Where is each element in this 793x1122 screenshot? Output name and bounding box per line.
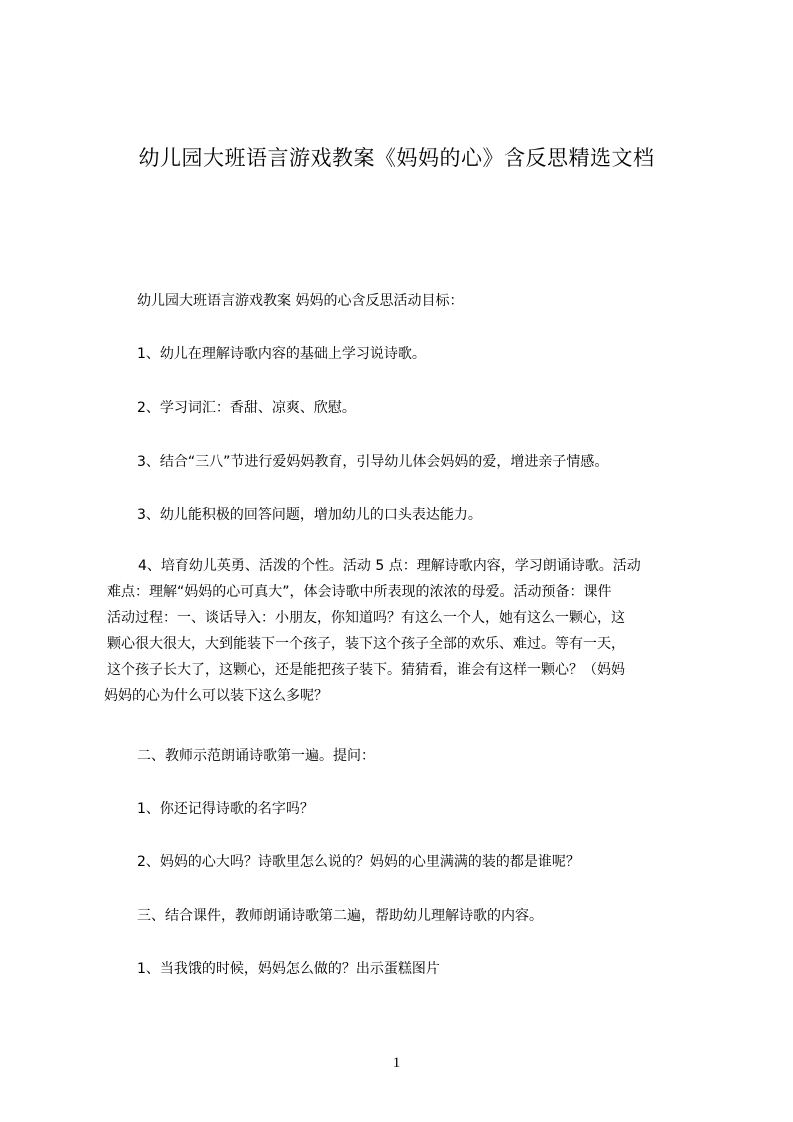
goal-2: 2、学习词汇：香甜、凉爽、欣慰。 — [137, 400, 356, 416]
paragraph-line: 4、培育幼儿英勇、活泼的个性。活动 5 点：理解诗歌内容，学习朗诵诗歌。活动 — [138, 558, 641, 574]
document-title: 幼儿园大班语言游戏教案《妈妈的心》含反思精选文档 — [138, 146, 655, 170]
intro-paragraph: 幼儿园大班语言游戏教案 妈妈的心含反思活动目标： — [137, 293, 464, 309]
activity-process-paragraph — [104, 553, 714, 709]
paragraph-line: 妈妈的心为什么可以装下这么多呢？ — [104, 688, 328, 704]
paragraph-line: 难点：理解“妈妈的心可真大”，体会诗歌中所表现的浓浓的母爱。活动预备：课件 — [107, 584, 612, 600]
section-2-heading: 二、教师示范朗诵诗歌第一遍。提问： — [137, 748, 375, 764]
page-number: 1 — [392, 1055, 401, 1071]
section-3-heading: 三、结合课件，教师朗诵诗歌第二遍，帮助幼儿理解诗歌的内容。 — [137, 908, 543, 924]
question-2: 2、妈妈的心大吗？诗歌里怎么说的？妈妈的心里满满的装的都是谁呢？ — [137, 854, 580, 870]
paragraph-line: 活动过程：一、谈话导入：小朋友，你知道吗？有这么一个人，她有这么一颗心，这 — [107, 610, 625, 626]
paragraph-line: 颗心很大很大，大到能装下一个孩子，装下这个孩子全部的欢乐、难过。等有一天， — [107, 636, 625, 652]
goal-1: 1、幼儿在理解诗歌内容的基础上学习说诗歌。 — [137, 346, 426, 362]
question-1: 1、你还记得诗歌的名字吗？ — [137, 801, 314, 817]
paragraph-line: 这个孩子长大了，这颗心，还是能把孩子装下。猜猜看，谁会有这样一颗心？（妈妈 — [107, 662, 625, 678]
step-1: 1、当我饿的时候，妈妈怎么做的？出示蛋糕图片 — [137, 961, 440, 977]
goal-4: 3、幼儿能积极的回答问题，增加幼儿的口头表达能力。 — [137, 507, 482, 523]
goal-3: 3、结合“三八”节进行爱妈妈教育，引导幼儿体会妈妈的爱，增进亲子情感。 — [137, 454, 609, 470]
